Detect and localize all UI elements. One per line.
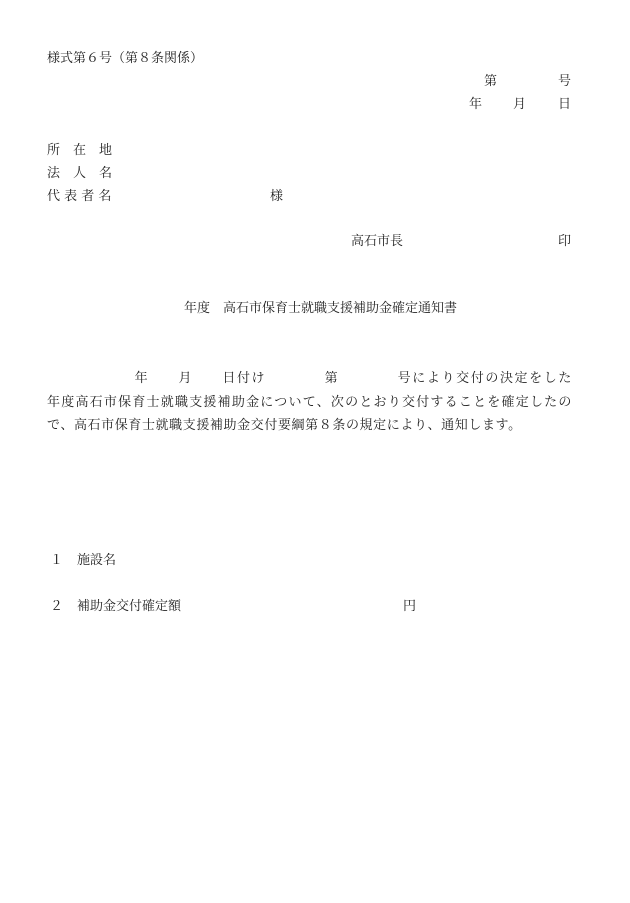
seal-mark: 印 <box>558 234 572 249</box>
item-label: 施設名 <box>77 553 117 568</box>
doc-no-go: 号 <box>558 74 572 89</box>
item-number: １ <box>50 553 64 568</box>
address-label: 所 在 地 <box>47 143 113 158</box>
item-value: 円 <box>403 599 417 614</box>
body-paragraph: 年 月 日付け 第 号により交付の決定をした 年度高石市保育士就職支援補助金について、次のとおり交付することを確定したので、高石市保育士就職支援補助金交付要綱第８条の規定により、通知します。 <box>47 371 600 433</box>
item-label: 補助金交付確定額 <box>77 599 182 614</box>
doc-no-dai: 第 <box>484 74 498 89</box>
date-year: 年 <box>469 97 483 112</box>
honorific-sama: 様 <box>270 189 284 204</box>
corporation-name-label: 法 人 名 <box>47 166 113 181</box>
item-number: ２ <box>50 599 64 614</box>
representative-name-label: 代 表 者 名 <box>47 189 112 204</box>
date-day: 日 <box>558 97 572 112</box>
document-title: 年度 高石市保育士就職支援補助金確定通知書 <box>184 301 458 316</box>
date-month: 月 <box>513 97 527 112</box>
issuer-title: 高石市長 <box>351 234 404 249</box>
form-label: 様式第６号（第８条関係） <box>47 51 204 66</box>
